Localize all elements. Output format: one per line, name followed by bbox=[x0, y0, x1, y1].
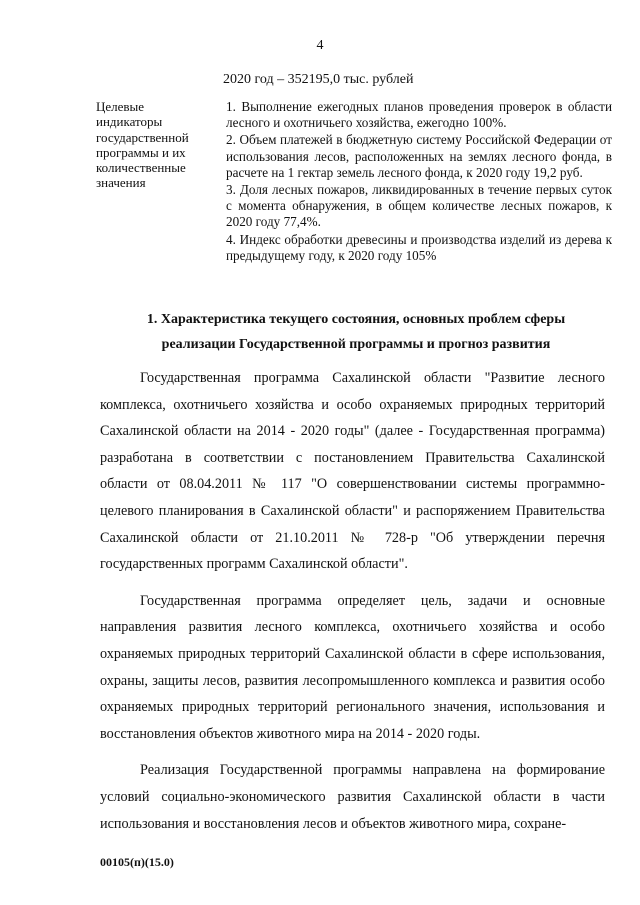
passport-label-line: государственной bbox=[96, 129, 189, 145]
paragraph: Государственная программа Сахалинской области "Развитие лесного комплекса, охотничьего хозяйства и особо охраняемых природных территорий Сахалинской области на 2014 - 2020 годы" (далее - Государственная программа) разработана в соответствии с постановлением Правительства Сахалинской области от 08.04.2011 № 117 "О совершенствовании системы программно-целевого планирования в Сахалинской области" и распоряжением Правительства Сахалинской области от 21.10.2011 № 728-р "Об утверждении перечня государственных программ Сахалинской области". bbox=[100, 370, 605, 573]
section-title-line: 1. Характеристика текущего состояния, основных проблем сферы bbox=[146, 312, 566, 327]
budget-line: 2020 год – 352195,0 тыс. рублей bbox=[223, 72, 414, 87]
indicator-item: 4. Индекс обработки древесины и производства изделий из дерева к предыдущему году, к 2020 году 105% bbox=[226, 231, 612, 263]
paragraph: Государственная программа определяет цель, задачи и основные направления развития лесного комплекса, охотничьего хозяйства и особо охраняемых природных территорий Сахалинской области в сфере использования, охраны, защиты лесов, развития лесопромышленного комплекса и развития особо охраняемых природных территорий регионального значения, использования и восстановления объектов животного мира на 2014 - 2020 годы. bbox=[100, 592, 605, 742]
passport-label-line: значения bbox=[96, 175, 146, 191]
indicator-item: 3. Доля лесных пожаров, ликвидированных в течение первых суток с момента обнаружения, в общем количестве лесных пожаров, к 2020 году 77,4%. bbox=[226, 182, 612, 230]
page-number: 4 bbox=[316, 38, 324, 53]
paragraph: Реализация Государственной программы направлена на формирование условий социально-экономического развития Сахалинской области в части использования и восстановления лесов и объектов животного мира, сохране- bbox=[100, 762, 605, 832]
passport-label-line: количественные bbox=[96, 160, 186, 176]
section-title bbox=[96, 307, 616, 357]
passport-label-line: индикаторы bbox=[96, 114, 163, 130]
passport-label-line: программы и их bbox=[96, 144, 186, 160]
document-code: 00105(п)(15.0) bbox=[100, 855, 174, 869]
indicator-item: 1. Выполнение ежегодных планов проведения проверок в области лесного и охотничьего хозяйства, ежегодно 100%. bbox=[226, 99, 612, 131]
body-text bbox=[100, 365, 605, 847]
indicator-item: 2. Объем платежей в бюджетную систему Российской Федерации от использования лесов, расположенных на землях лесного фонда, в расчете на 1 гектар земель лесного фонда, к 2020 году 19,2 руб. bbox=[226, 132, 612, 180]
passport-indicators bbox=[226, 99, 612, 264]
section-title-line: реализации Государственной программы и прогноз развития bbox=[161, 337, 551, 352]
passport-label-line: Целевые bbox=[96, 99, 145, 114]
passport-label bbox=[96, 99, 216, 191]
